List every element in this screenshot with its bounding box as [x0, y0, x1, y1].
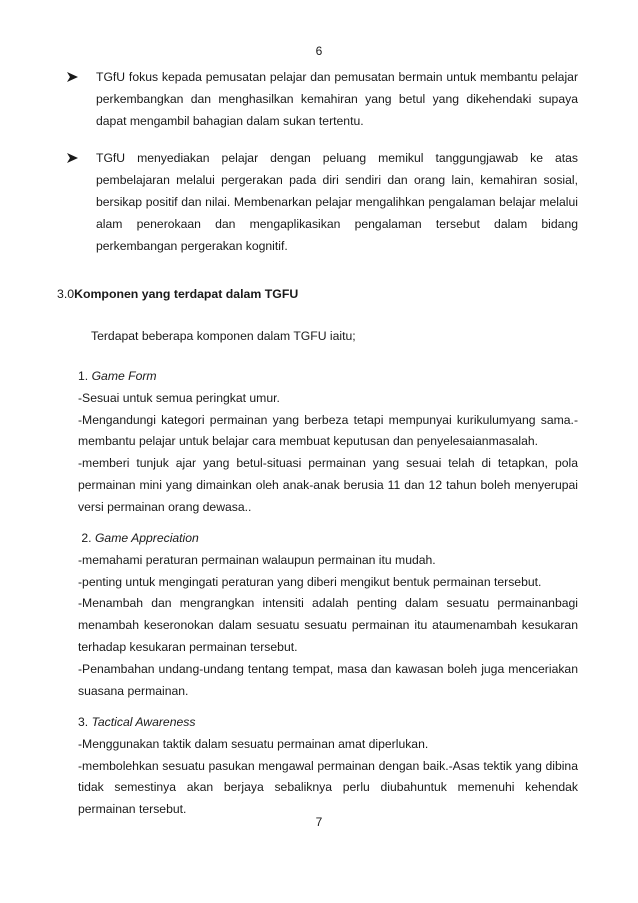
section-heading [57, 287, 298, 301]
component-name: Game Appreciation [94, 531, 199, 545]
component-game-appreciation [78, 528, 578, 702]
bullet-text: TGfU fokus kepada pemusatan pelajar dan pemusatan bermain untuk membantu pelajar perkembangkan dan menghasilkan kemahiran yang betul yang dikehendaki supaya dapat mengambil bahagian dalam sukan tertentu. [96, 70, 578, 128]
component-name: Tactical Awareness [91, 715, 196, 729]
component-number: 2. [81, 531, 92, 545]
component-number: 1. [78, 369, 89, 383]
bullet-text: TGfU menyediakan pelajar dengan peluang memikul tanggungjawab ke atas pembelajaran melalui pergerakan pada diri sendiri dan orang lain, kemahiran sosial, bersikap positif dan nilai. Membenarkan pelajar mengalihkan pengalaman belajar melalui alam penerokaan dan mengaplikasikan pengalaman tersebut dalam bidang perkembangan pergerakan kognitif. [96, 151, 578, 253]
component-line: -memahami peraturan permainan walaupun permainan itu mudah. [78, 552, 436, 567]
component-line: -Menggunakan taktik dalam sesuatu permainan amat diperlukan. [78, 736, 429, 751]
section-title: Komponen yang terdapat dalam TGFU [74, 287, 299, 301]
component-line: -Penambahan undang-undang tentang tempat, masa dan kawasan boleh juga menceriakan suasana permainan. [78, 661, 578, 698]
component-line: -membolehkan sesuatu pasukan mengawal permainan dengan baik.-Asas tektik yang dibina tidak semestinya akan berjaya sebaliknya perlu diubahuntuk memenuhi kehendak permainan tersebut. [78, 758, 578, 817]
page-number-top: 6 [315, 44, 323, 58]
component-game-form [78, 366, 578, 519]
page-number-bottom: 7 [315, 815, 323, 829]
arrow-bullet-icon [66, 147, 80, 169]
component-heading [78, 712, 578, 734]
arrow-bullet-icon [66, 66, 80, 88]
component-line: -Sesuai untuk semua peringkat umur. [78, 390, 280, 405]
component-line: -Mengandungi kategori permainan yang berbeza tetapi mempunyai kurikulumyang sama.-membantu pelajar untuk belajar cara membuat keputusan dan penyelesaianmasalah. [78, 412, 578, 449]
section-number: 3.0 [57, 287, 75, 301]
intro-text: Terdapat beberapa komponen dalam TGFU iaitu; [91, 329, 356, 343]
bullet-list [66, 66, 578, 272]
bullet-item [66, 66, 578, 132]
component-line: -Menambah dan mengrangkan intensiti adalah penting dalam sesuatu permainanbagi menambah keseronokan dalam sesuatu sesuatu permainan itu ataumenambah kesukaran terhadap kesukaran permainan tersebut. [78, 596, 578, 654]
component-tactical-awareness [78, 712, 578, 821]
component-line: -memberi tunjuk ajar yang betul-situasi permainan yang sesuai telah di tetapkan, pola permainan mini yang dimainkan oleh anak-anak berusia 11 dan 12 tahun boleh menyerupai versi permainan orang dewasa.. [78, 456, 578, 514]
component-name: Game Form [91, 369, 157, 383]
component-heading [78, 366, 578, 388]
component-number: 3. [78, 715, 89, 729]
component-line: -penting untuk mengingati peraturan yang diberi mengikut bentuk permainan tersebut. [78, 574, 542, 589]
component-heading [78, 528, 578, 550]
bullet-item [66, 147, 578, 257]
